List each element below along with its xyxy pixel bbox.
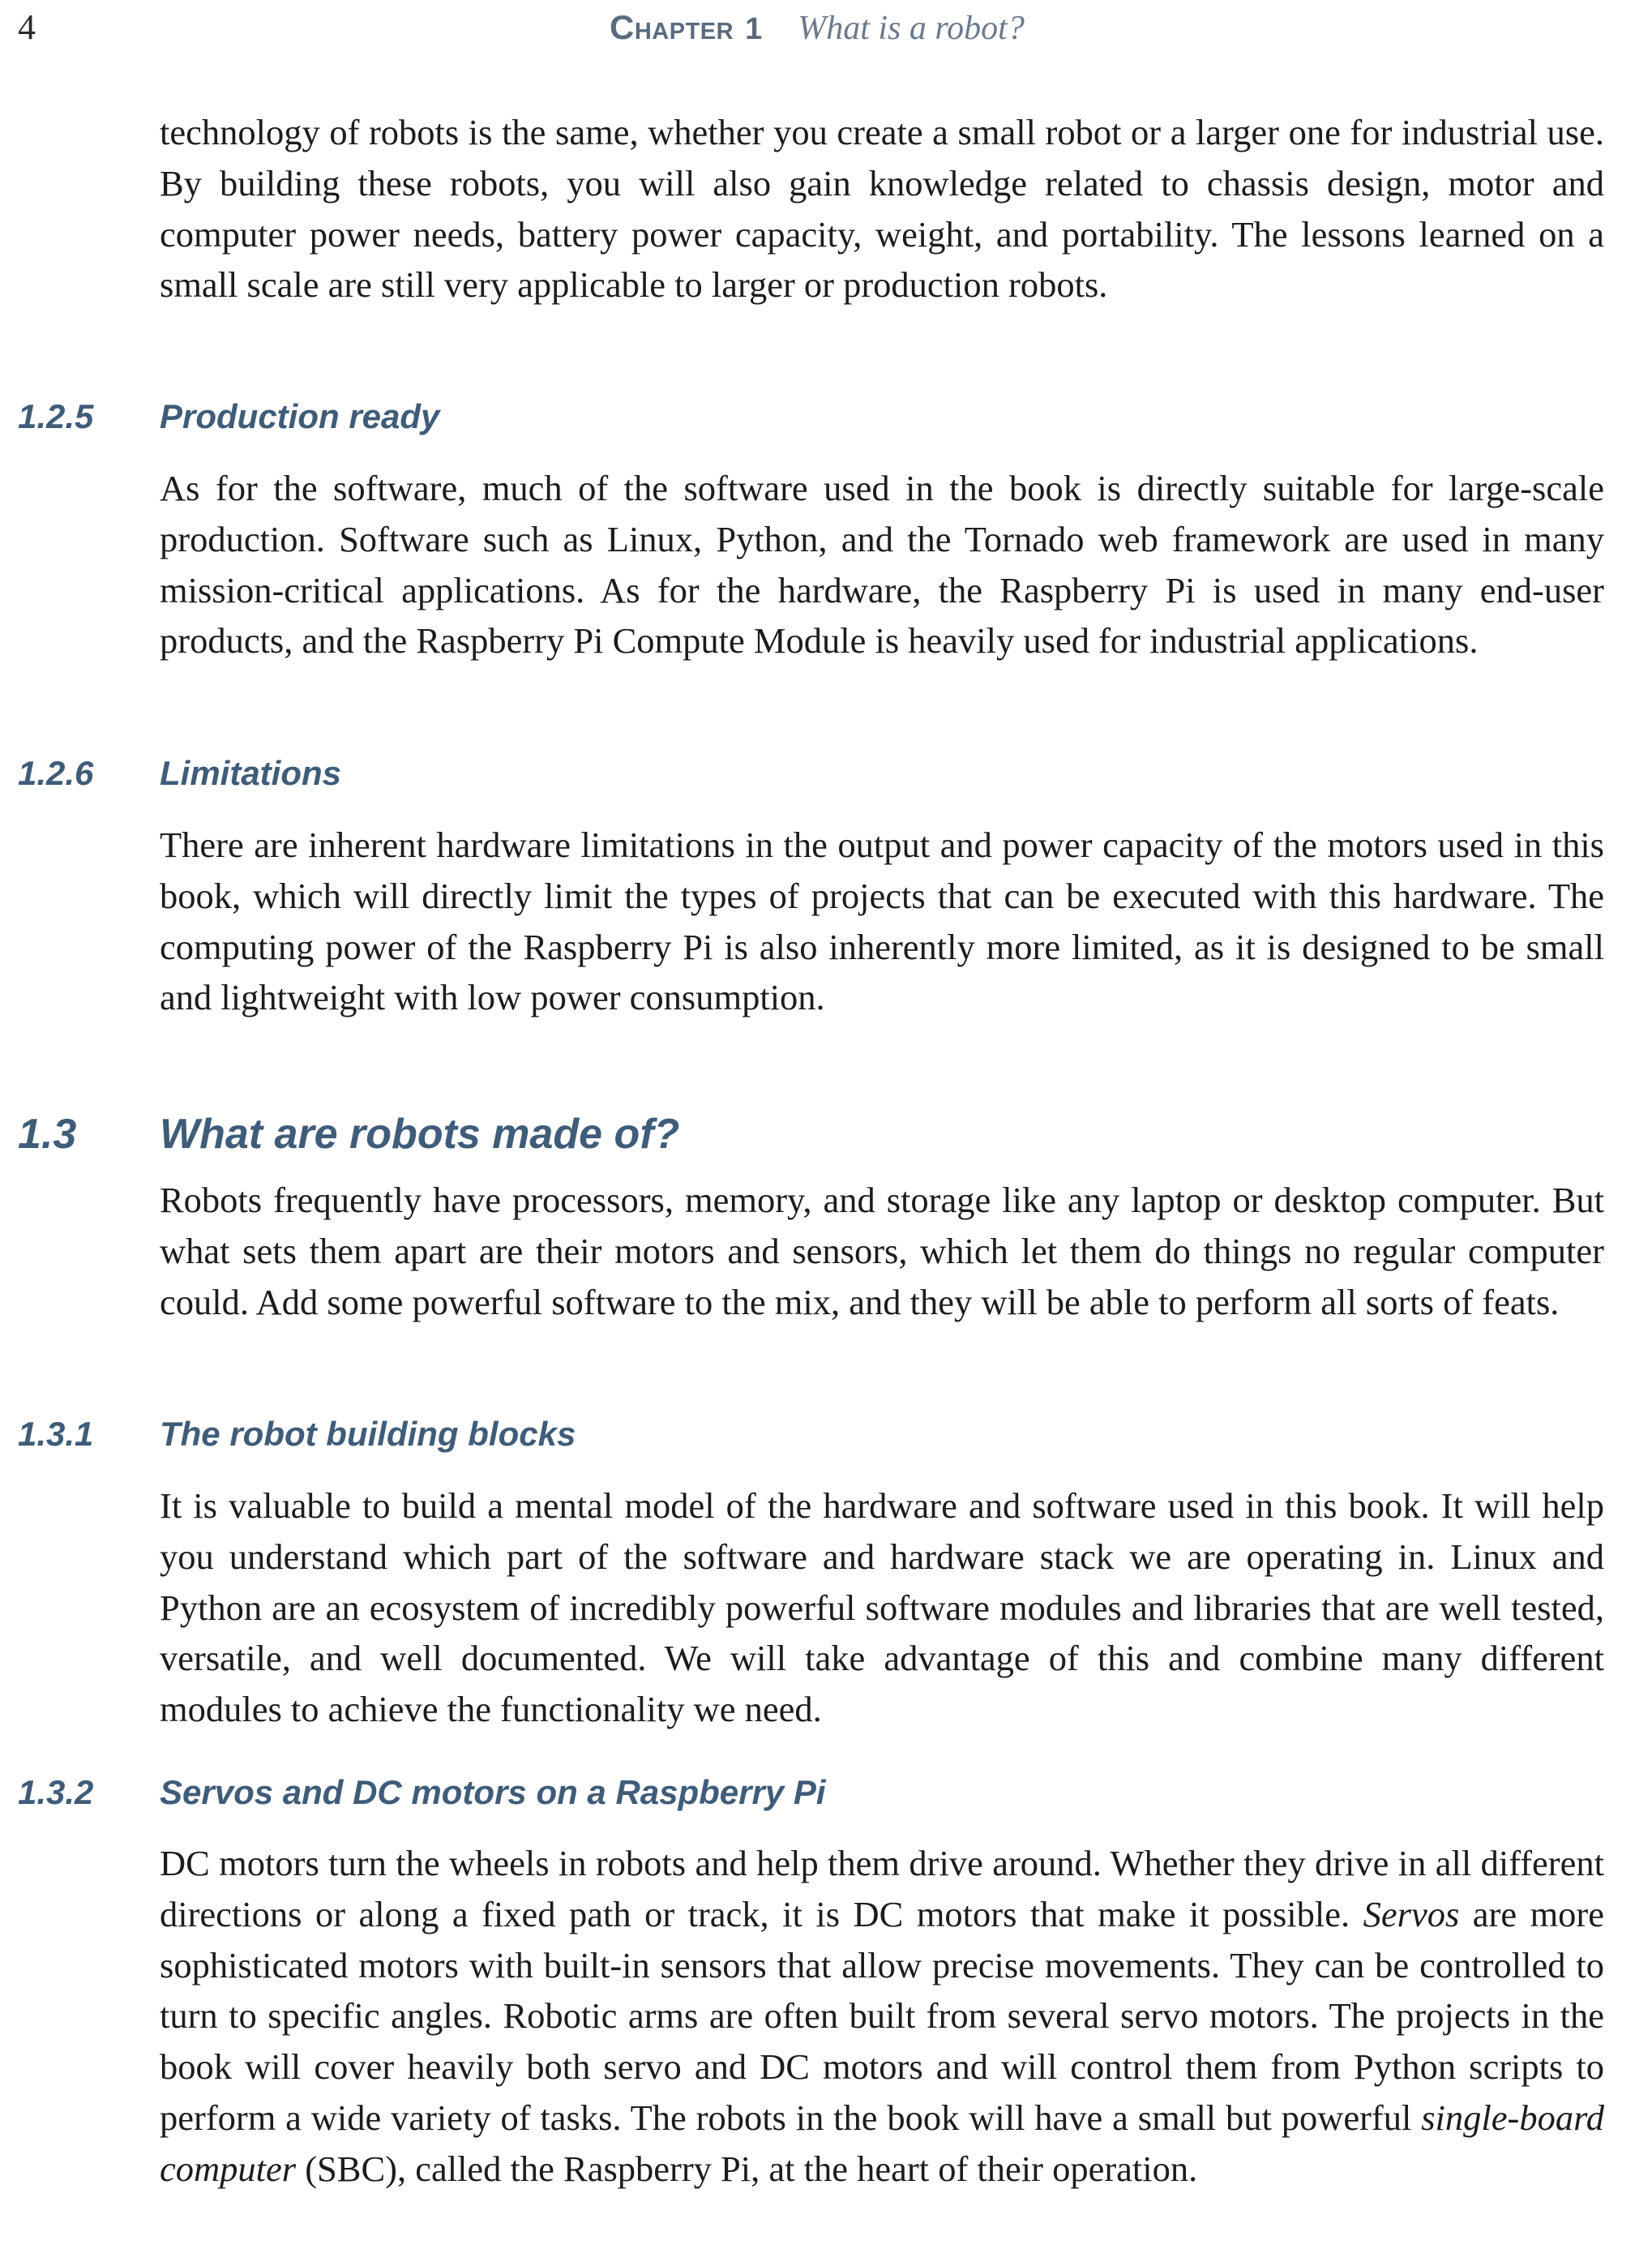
chapter-title: What is a robot?: [798, 10, 1025, 47]
paragraph-servos-dc-motors: [160, 1838, 1604, 2195]
section-title-robots-made-of: What are robots made of?: [160, 1111, 680, 1158]
emphasis-servos: Servos: [1363, 1893, 1460, 1934]
paragraph-text: are more sophisticated motors with built-in sensors that allow precise movements. They can be controlled to turn to specific angles. Robotic arms are often built from several servo motors. The projects in the book will cover heavily both servo and DC motors and will control them from Python scripts to perform a wide variety of tasks. The robots in the book will have a small but powerful: [160, 1893, 1604, 2138]
section-title-servos-dc-motors: Servos and DC motors on a Raspberry Pi: [160, 1773, 826, 1811]
page-number: 4: [18, 7, 36, 47]
paragraph-production-ready: As for the software, much of the software used in the book is directly suitable for large-scale production. Software such as Linux, Python, and the Tornado web framework are used in many mission-critical applications. As for the hardware, the Raspberry Pi is used in many end-user products, and the Raspberry Pi Compute Module is heavily used for industrial applications.: [160, 468, 1604, 662]
section-title-limitations: Limitations: [160, 754, 342, 792]
paragraph-intro-continued: technology of robots is the same, whether you create a small robot or a larger one for industrial use. By building these robots, you will also gain knowledge related to chassis design, motor and computer power needs, battery power capacity, weight, and portability. The lessons learned on a small scale are still very applicable to larger or production robots.: [160, 112, 1604, 306]
paragraph-robots-made-of: Robots frequently have processors, memory, and storage like any laptop or desktop computer. But what sets them apart are their motors and sensors, which let them do things no regular computer could. Add some powerful software to the mix, and they will be able to perform all sorts of feats.: [160, 1180, 1604, 1322]
paragraph-text: DC motors turn the wheels in robots and help them drive around. Whether they drive in all different directions or along a fixed path or track, it is DC motors that make it possible.: [160, 1843, 1604, 1934]
section-number-1-2-6: 1.2.6: [18, 754, 94, 792]
chapter-number: 1: [745, 12, 763, 46]
paragraph-limitations: There are inherent hardware limitations in the output and power capacity of the motors used in this book, which will directly limit the types of projects that can be executed with this hardware. The computing power of the Raspberry Pi is also inherently more limited, as it is designed to be small and lightweight with low power consumption.: [160, 825, 1604, 1018]
emphasis-single-board-computer: single-board computer: [160, 2097, 1605, 2189]
section-number-1-3-1: 1.3.1: [18, 1415, 94, 1453]
running-head: [610, 8, 1025, 48]
paragraph-text: (SBC), called the Raspberry Pi, at the heart of their operation.: [305, 2148, 1198, 2189]
chapter-label: Chapter: [610, 8, 734, 46]
section-number-1-2-5: 1.2.5: [18, 397, 94, 435]
section-number-1-3-2: 1.3.2: [18, 1773, 94, 1811]
section-title-production-ready: Production ready: [160, 397, 440, 435]
paragraph-building-blocks: It is valuable to build a mental model of the hardware and software used in this book. It will help you understand which part of the software and hardware stack we are operating in. Linux and Python are an ecosystem of incredibly powerful software modules and libraries that are well tested, versatile, and well documented. We will take advantage of this and combine many different modules to achieve the functionality we need.: [160, 1485, 1604, 1730]
section-title-building-blocks: The robot building blocks: [160, 1415, 576, 1453]
section-number-1-3: 1.3: [18, 1111, 77, 1158]
